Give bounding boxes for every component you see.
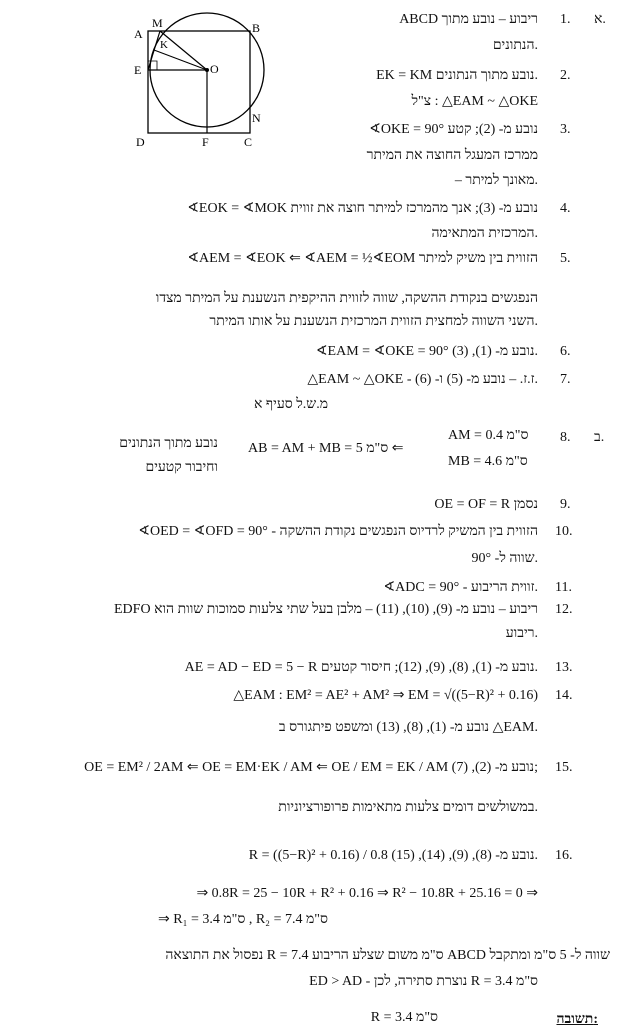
item-number-11: 11. bbox=[555, 580, 572, 595]
item-6-line-1: ∢EAM = ∢OKE = 90° נובע מ- (1), (3). bbox=[315, 344, 538, 359]
item-3-line-3: – מאונך למיתר. bbox=[454, 173, 538, 188]
item-number-16: 16. bbox=[555, 848, 573, 863]
item-number-1: 1. bbox=[560, 12, 571, 27]
item-8-mb: MB = 4.6 ס"מ bbox=[448, 454, 528, 469]
item-10-line-2: שווה ל- 90°. bbox=[471, 551, 538, 566]
item-9-line-1: OE = OF = R נסמן bbox=[434, 497, 538, 512]
label-o: O bbox=[210, 62, 219, 76]
label-f: F bbox=[202, 135, 209, 149]
item-2-line-1: EK = KM נובע מתוך הנתונים. bbox=[376, 68, 538, 83]
item-4-line-2: המרכזית המתאימה. bbox=[431, 226, 538, 241]
item-number-9: 9. bbox=[560, 497, 571, 512]
label-a: A bbox=[134, 27, 143, 41]
item-5-line-1: ∢AEM = ∢EOK ⇐ ∢AEM = ½∢EOM הזווית בין משיק למיתר bbox=[187, 251, 538, 266]
label-e: E bbox=[134, 63, 142, 77]
item-number-8: 8. bbox=[560, 430, 571, 445]
item-3-line-1: ∢OKE = 90° נובע מ- (2); קטע bbox=[369, 122, 538, 137]
item-8-reason-2: וחיבור קטעים bbox=[145, 460, 218, 475]
item-2-line-2: צ"ל : △EAM ~ △OKE bbox=[411, 94, 538, 109]
item-number-4: 4. bbox=[560, 201, 571, 216]
item-1-line-2: הנתונים. bbox=[492, 38, 538, 53]
item-number-2: 2. bbox=[560, 68, 571, 83]
item-8-ab: AB = AM + MB = 5 ס"מ ⇐ bbox=[248, 441, 404, 456]
item-8-reason-1: נובע מתוך הנתונים bbox=[119, 436, 218, 451]
answer-label: תשובה: bbox=[556, 1012, 598, 1027]
label-n: N bbox=[252, 111, 261, 125]
label-m: M bbox=[152, 16, 163, 30]
item-number-14: 14. bbox=[555, 688, 573, 703]
item-number-10: 10. bbox=[555, 524, 573, 539]
item-16-line-3: ⇒ R₁ = 3.4 ס"מ , R₂ = 7.4 ס"מ bbox=[158, 912, 328, 927]
label-c: C bbox=[244, 135, 253, 149]
geometry-figure bbox=[130, 10, 290, 150]
item-16-line-2: ⇒ 0.8R = 25 − 10R + R² + 0.16 ⇒ R² − 10.8R + 25.16 = 0 ⇒ bbox=[196, 886, 538, 901]
item-number-13: 13. bbox=[555, 660, 573, 675]
conclusion-line-1: נפסול את התוצאה R = 7.4 ס"מ משום שצלע הריבוע ABCD שווה ל- 5 ס"מ ומתקבל bbox=[165, 948, 610, 963]
item-number-15: 15. bbox=[555, 760, 573, 775]
item-number-5: 5. bbox=[560, 251, 571, 266]
item-12-line-2: ריבוע. bbox=[505, 626, 538, 641]
section-a-label: א. bbox=[594, 12, 606, 27]
item-7-line-1: △EAM ~ △OKE - ז.ז. – נובע מ- (5) ו- (6). bbox=[307, 372, 538, 387]
item-number-12: 12. bbox=[555, 602, 573, 617]
item-5-line-2: הנפגשים בנקודת ההשקה, שווה לזווית ההיקפית הנשענת על המיתר מצדו bbox=[155, 291, 538, 306]
item-14-line-1: △EAM : EM² = AE² + AM² ⇒ EM = √((5−R)² + 0.16) bbox=[233, 688, 538, 703]
item-number-6: 6. bbox=[560, 344, 571, 359]
item-number-7: 7. bbox=[560, 372, 571, 387]
item-1-line-1: ABCD ריבוע – נובע מתוך bbox=[399, 12, 538, 27]
item-4-line-1: ∢EOK = ∢MOK נובע מ- (3); אנך מהמרכז למיתר חוצה את זווית bbox=[187, 201, 538, 216]
item-number-3: 3. bbox=[560, 122, 571, 137]
item-12-line-1: EDFO ריבוע – נובע מ- (9), (10), (11) – מלבן בעל שתי צלעות סמוכות שוות הוא bbox=[114, 602, 538, 617]
item-14-line-2: נובע מ- (1), (8), (13) ומשפט פיתגורס ב △EAM. bbox=[278, 720, 538, 735]
answer-value: R = 3.4 ס"מ bbox=[370, 1010, 438, 1025]
item-16-line-1: R = ((5−R)² + 0.16) / 0.8 נובע מ- (8), (9), (14), (15). bbox=[248, 848, 538, 863]
item-3-line-2: ממרכז המעגל החוצה את המיתר bbox=[366, 148, 538, 163]
item-8-am: AM = 0.4 ס"מ bbox=[448, 428, 529, 443]
item-13-line-1: AE = AD − ED = 5 − R נובע מ- (1), (8), (9), (12); חיסור קטעים. bbox=[184, 660, 538, 675]
label-k: K bbox=[160, 39, 168, 51]
item-15-line-1: OE = EM² / 2AM ⇐ OE = EM·EK / AM ⇐ OE / EM = EK / AM נובע מ- (2), (7); bbox=[84, 760, 538, 775]
conclusion-line-2: ED > AD - נוצרת סתירה, לכן R = 3.4 ס"מ bbox=[309, 974, 538, 989]
label-b: B bbox=[252, 21, 261, 35]
item-10-line-1: ∢OED = ∢OFD = 90° - הזווית בין המשיק לרדיוס הנפגשים נקודת ההשקה bbox=[138, 524, 538, 539]
qed-a: מ.ש.ל סעיף א bbox=[254, 397, 328, 412]
item-15-line-2: במשולשים דומים צלעות מתאימות פרופורציוניות. bbox=[278, 800, 538, 815]
label-d: D bbox=[136, 135, 145, 149]
item-11-line-1: ∢ADC = 90° - זווית הריבוע. bbox=[383, 580, 538, 595]
item-5-line-3: השני השווה למחצית הזווית המרכזית הנשענת על אותו המיתר. bbox=[209, 314, 538, 329]
section-b-label: ב. bbox=[594, 430, 605, 445]
